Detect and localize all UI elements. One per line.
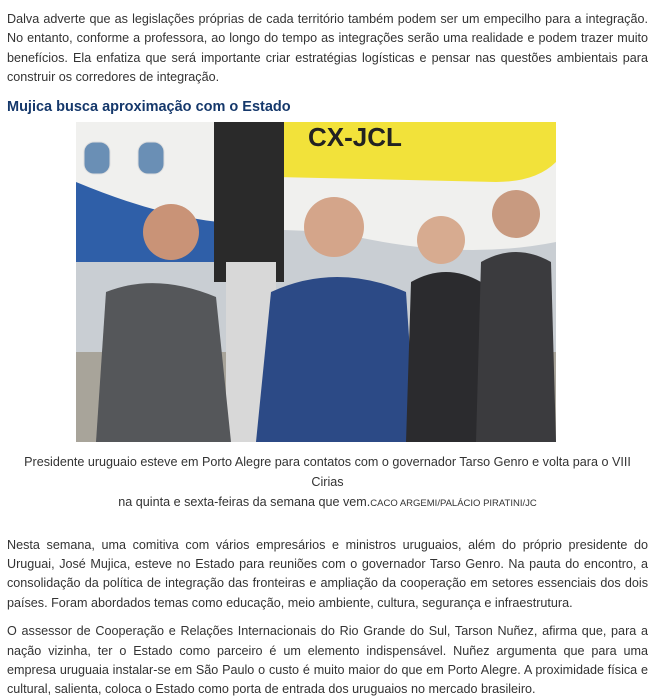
person-left-head	[143, 204, 199, 260]
person-left	[96, 283, 231, 442]
person-right-head	[417, 216, 465, 264]
plane-registration: CX-JCL	[308, 121, 402, 152]
person-far-right	[476, 252, 556, 442]
paragraph-integration: Dalva adverte que as legislações próprias de cada território também podem ser um empecilho para a integração. No entanto, conforme a professora, ao longo do tempo as integrações serão uma realidade e podem trazer muito benefícios. Ela enfatiza que será importante criar estratégias logísticas e pensar nas questões ambientais para construir os corredores de integração.	[7, 12, 648, 85]
caption-text-2: na quinta e sexta-feiras da semana que vem.	[118, 494, 371, 509]
section-heading: Mujica busca aproximação com o Estado	[7, 98, 291, 115]
person-right	[406, 272, 486, 442]
paragraph-assessor: O assessor de Cooperação e Relações Internacionais do Rio Grande do Sul, Tarson Nuñez, afirma que, para a nação vizinha, ter o Estado como parceiro é um elemento indispensável. Nuñez argumenta que para uma empresa uruguaia instalar-se em São Paulo o custo é muito maior do que em Porto Alegre. A proximidade física e cultural, salienta, coloca o Estado como porta de entrada dos uruguaios no mercado brasileiro.	[7, 624, 648, 697]
person-far-right-head	[492, 190, 540, 238]
plane-door	[214, 122, 284, 282]
caption-text-1: Presidente uruguaio esteve em Porto Alegre para contatos com o governador Tarso Genro e volta para o VIII Cirias	[24, 454, 631, 489]
plane-window	[138, 142, 164, 174]
paragraph-comitiva: Nesta semana, uma comitiva com vários empresários e ministros uruguaios, além do próprio presidente do Uruguai, José Mujica, esteve no Estado para reuniões com o governador Tarso Genro. Na pauta do encontro, a consolidação da política de integração das fronteiras e ampliação da cooperação em setores essenciais dos dois países. Foram abordados temas como educação, meio ambiente, cultura, segurança e infraestrutura.	[7, 537, 648, 610]
plane-window	[84, 142, 110, 174]
photo-caption	[7, 452, 648, 514]
person-center	[256, 277, 416, 442]
news-photo	[76, 122, 556, 442]
person-center-head	[304, 197, 364, 257]
photo-credit: CACO ARGEMI/PALÁCIO PIRATINI/JC	[370, 497, 537, 509]
